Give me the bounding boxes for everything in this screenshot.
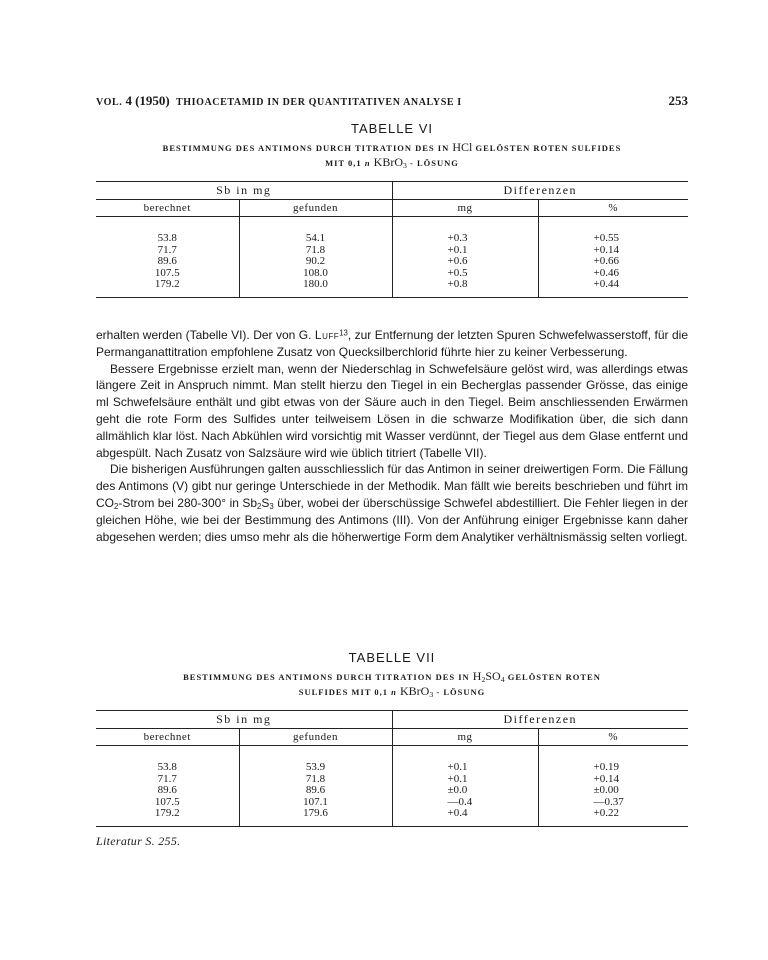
table-value: +0.4 — [447, 807, 468, 819]
sb2-sub: 2 — [257, 501, 262, 511]
table6-col-gefunden: gefunden — [239, 200, 392, 217]
table7-caption-kbro — [400, 684, 433, 698]
table7-berechnet-cell — [96, 746, 239, 827]
table-value: 179.6 — [303, 807, 328, 819]
table-value: 71.8 — [305, 772, 326, 785]
table6-pct-cell — [538, 217, 688, 298]
p3-c: S — [261, 495, 270, 510]
table7-title: TABELLE VII — [348, 650, 436, 665]
paragraph-2: Bessere Ergebnisse erzielt man, wenn der Niederschlag in Schwefelsäure gelöst wird, was allerdings etwas längere Zeit in Anspruch nimmt. Man stellt hierzu den Tiegel in ein Becherglas passender Grösse, das einige ml Schwefelsäure enthält und gibt etwas von der Säure auch in den Tiegel. Beim anschliessenden Erwärmen geht die rote Form des Sulfides unter teilweisem Lösen in die schwarze Modifikation über, die sich dann allmählich klar löst. Nach Abkühlen wird vorsichtig mit Wasser verdünnt, der Tiegel aus dem Glase entfernt und abgespült. Nach Zusatz von Salzsäure wird wie üblich titriert (Tabelle VII). — [96, 361, 688, 460]
table-value: —0.37 — [593, 795, 624, 808]
table6-col-pct: % — [538, 200, 688, 217]
author-luff: Luff — [314, 328, 340, 342]
s3-sub: 3 — [269, 501, 274, 511]
table7-head-sb: Sb in mg — [96, 711, 392, 729]
volume-label: VOL. — [96, 97, 123, 108]
table-value: +0.8 — [447, 278, 468, 290]
table-value: +0.44 — [593, 278, 619, 290]
table-value: +0.22 — [593, 807, 619, 819]
table-value: 89.6 — [157, 255, 177, 267]
table-value: +0.66 — [593, 255, 619, 267]
table6-title: TABELLE VI — [350, 121, 433, 136]
table-value: 89.6 — [305, 784, 326, 796]
volume-number: 4 — [125, 93, 132, 108]
table6-group-header — [96, 182, 688, 200]
p3-a: Die bisherigen Ausführungen galten ausschliesslich für das Antimon in seiner dreiwertigen Form. Die Fällung des Antimons (V) gibt nur geringe Unterschiede in der Methodik. Man fällt wie bereits beschrieben und führt im CO — [96, 462, 688, 510]
table-value: +0.55 — [593, 232, 619, 244]
p1-a: erhalten werden (Tabelle VI). Der von G. — [96, 328, 312, 342]
table6-caption-n: n — [364, 158, 371, 168]
table-value: 53.8 — [157, 232, 177, 244]
kbro-text: KBrO — [373, 155, 404, 169]
kbro-text-7: KBrO — [400, 684, 430, 698]
running-title: THIOACETAMID IN DER QUANTITATIVEN ANALYSE I — [175, 97, 462, 108]
table-value: 90.2 — [305, 255, 326, 267]
table-value: +0.46 — [593, 266, 619, 279]
page-number: 253 — [668, 93, 688, 108]
table7-col-header — [96, 729, 688, 746]
so-text: SO — [485, 669, 501, 683]
table7-group-header — [96, 711, 688, 729]
table6-head-sb: Sb in mg — [96, 182, 392, 200]
table-value: 89.6 — [157, 784, 177, 796]
table-value: 107.1 — [303, 795, 328, 808]
table-value: 71.7 — [157, 243, 177, 256]
table7-mg-cell — [392, 746, 538, 827]
paragraph-3 — [96, 461, 688, 545]
table-value: 179.2 — [154, 278, 180, 290]
body-text — [96, 327, 688, 545]
table7-caption — [96, 669, 688, 699]
table7-col-mg: mg — [392, 729, 538, 746]
table-value: 53.9 — [305, 761, 326, 773]
p1-b: , zur Entfernung der letzten Spuren Schwefelwasserstoff, für die Permanganattitration empfohlene Zusatz von Quecksilberchlorid führte hier zu keiner Verbesserung. — [96, 328, 688, 359]
table6-berechnet-cell — [96, 217, 239, 298]
year: (1950) — [135, 93, 170, 108]
table6-col-header — [96, 200, 688, 217]
table-value: 180.0 — [303, 278, 328, 290]
table-value: +0.1 — [447, 243, 468, 256]
table7-body — [96, 746, 688, 827]
running-header-left — [96, 93, 462, 109]
table-value: +0.1 — [447, 761, 468, 773]
table6-col-mg: mg — [392, 200, 538, 217]
table6-caption-line2-end: - LÖSUNG — [410, 158, 459, 168]
table6-caption-line1-end: GELÖSTEN ROTEN SULFIDES — [475, 143, 622, 153]
table6-gefunden-cell — [239, 217, 392, 298]
literatur-reference: Literatur S. 255. — [96, 834, 181, 848]
table-value: 107.5 — [154, 795, 180, 808]
table7-head-diff: Differenzen — [392, 711, 688, 729]
table7-caption-h2so4 — [473, 669, 505, 683]
running-header — [96, 93, 688, 111]
table7-col-berechnet: berechnet — [96, 729, 239, 746]
table7-col-gefunden: gefunden — [239, 729, 392, 746]
table7-gefunden-cell — [239, 746, 392, 827]
table-value: +0.6 — [447, 255, 468, 267]
table6 — [96, 181, 688, 298]
table-value: 71.7 — [157, 772, 177, 785]
table-value: 108.0 — [303, 266, 328, 279]
table7-caption-line2-end: - LÖSUNG — [436, 687, 486, 697]
table-value: 53.8 — [157, 761, 177, 773]
table-value: +0.5 — [447, 266, 468, 279]
table6-caption-kbro — [374, 155, 407, 169]
table7 — [96, 710, 688, 827]
h-text: H — [472, 669, 482, 683]
table7-col-pct: % — [538, 729, 688, 746]
table6-mg-cell — [392, 217, 538, 298]
table-value: ±0.00 — [593, 784, 619, 796]
table7-caption-line1-end: GELÖSTEN ROTEN — [507, 672, 601, 682]
table6-head-diff: Differenzen — [392, 182, 688, 200]
co2-sub: 2 — [114, 501, 119, 511]
h2-sub: 2 — [481, 674, 486, 684]
table-value: 179.2 — [154, 807, 180, 819]
kbro-sub-7: 3 — [429, 689, 434, 699]
paragraph-1 — [96, 327, 688, 361]
table-value: +0.3 — [447, 232, 468, 244]
table6-col-berechnet: berechnet — [96, 200, 239, 217]
p3-b: -Strom bei 280-300° in Sb — [118, 495, 258, 510]
reference-13: 13 — [339, 328, 348, 338]
table-value: +0.19 — [593, 761, 619, 773]
table6-caption-line2: MIT 0,1 — [325, 158, 362, 168]
table7-caption-n: n — [391, 687, 397, 697]
table-value: 54.1 — [305, 232, 326, 244]
kbro-sub: 3 — [403, 160, 407, 170]
table-value: +0.14 — [593, 772, 619, 785]
table7-pct-cell — [538, 746, 688, 827]
table6-caption-hcl: HCl — [452, 140, 473, 154]
table6-caption-line1: BESTIMMUNG DES ANTIMONS DURCH TITRATION DES IN — [162, 143, 450, 153]
table-value: ±0.0 — [447, 784, 468, 796]
p3-d: über, wobei der überschüssige Schwefel abdestilliert. Die Fehler liegen in der gleichen Höhe, wie bei der Bestimmung des Antimons (III). Von der Anführung einiger Ergebnisse kann daher abgesehen werden; dies umso mehr als die höherwertige Form dem Analytiker verhältnismässig selten vorliegt. — [96, 495, 688, 544]
table-value: +0.14 — [593, 243, 619, 256]
table-value: 71.8 — [305, 243, 326, 256]
table-value: —0.4 — [447, 795, 473, 808]
table6-caption — [96, 140, 688, 170]
table-value: +0.1 — [447, 772, 468, 785]
table7-caption-line2: SULFIDES MIT 0,1 — [298, 687, 389, 697]
so4-sub: 4 — [500, 674, 505, 684]
table7-caption-line1: BESTIMMUNG DES ANTIMONS DURCH TITRATION DES IN — [183, 672, 470, 682]
table-value: 107.5 — [154, 266, 180, 279]
table6-body — [96, 217, 688, 298]
